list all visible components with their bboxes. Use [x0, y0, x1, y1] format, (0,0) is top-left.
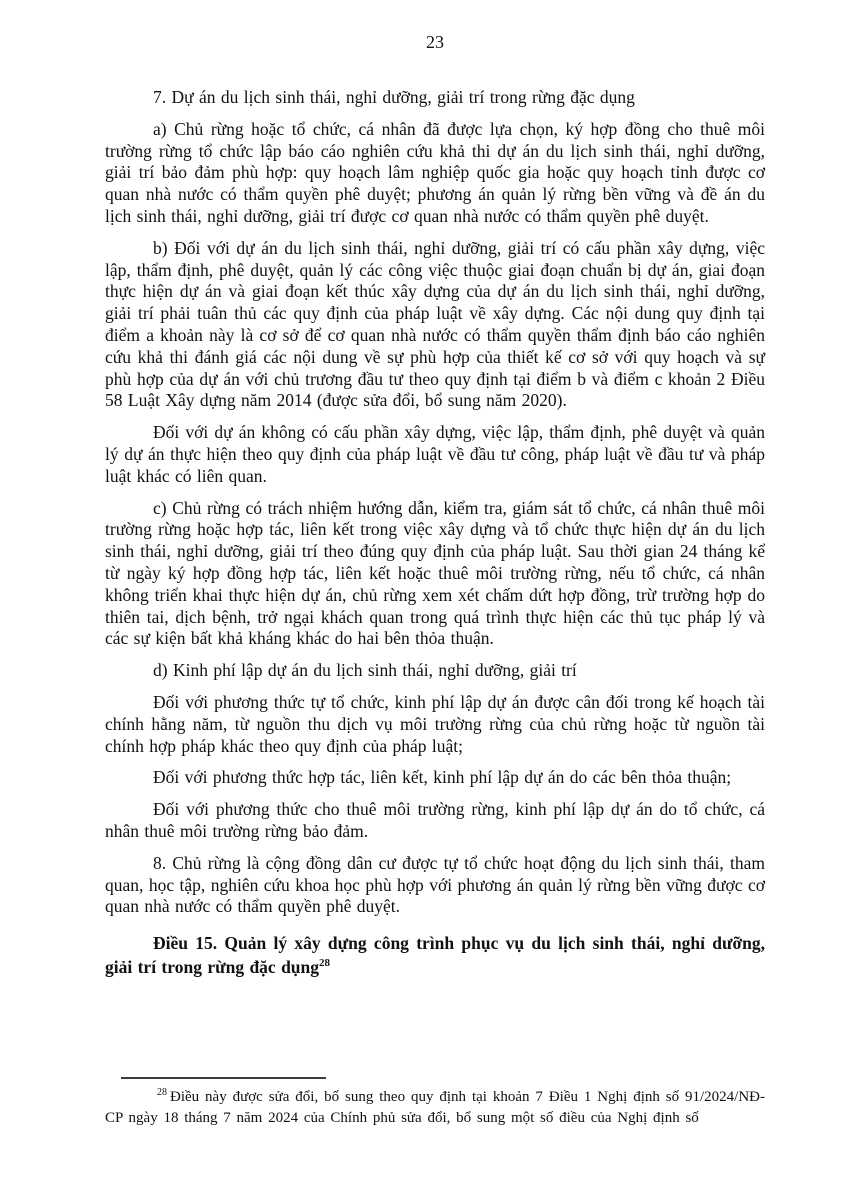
clause-7-heading: 7. Dự án du lịch sinh thái, nghỉ dưỡng, giải trí trong rừng đặc dụng — [153, 87, 635, 107]
point-a-paragraph: a) Chủ rừng hoặc tổ chức, cá nhân đã được lựa chọn, ký hợp đồng cho thuê môi trường rừng tổ chức lập báo cáo nghiên cứu khả thi dự án du lịch sinh thái, nghỉ dưỡng, giải trí bảo đảm phù hợp: quy hoạch lâm nghiệp quốc gia hoặc quy hoạch tỉnh được cơ quan nhà nước có thẩm quyền phê duyệt; phương án quản lý rừng bền vững và đề án du lịch sinh thái, nghỉ dưỡng, giải trí được cơ quan nhà nước có thẩm quyền phê duyệt. — [105, 118, 765, 226]
footnote-reference-mark: 28 — [319, 956, 331, 969]
funding-cooperation-paragraph: Đối với phương thức hợp tác, liên kết, kinh phí lập dự án do các bên thỏa thuận; — [153, 767, 732, 788]
point-c-paragraph: c) Chủ rừng có trách nhiệm hướng dẫn, kiểm tra, giám sát tổ chức, cá nhân thuê môi trường rừng hoặc hợp tác, liên kết trong việc xây dựng và tổ chức thực hiện dự án du lịch sinh thái, nghỉ dưỡng, giải trí theo đúng quy định của pháp luật. Sau thời gian 24 tháng kể từ ngày ký hợp đồng hợp tác, liên kết hoặc thuê môi trường rừng, nếu tổ chức, cá nhân không triển khai thực hiện dự án, chủ rừng xem xét chấm dứt hợp đồng, trừ trường hợp do thiên tai, dịch bệnh, trở ngại khách quan trong quá trình thực hiện các thủ tục pháp lý và các sự kiện bất khả kháng khác do hai bên thỏa thuận. — [105, 497, 765, 649]
footnote-area — [105, 1077, 765, 1128]
footnote — [105, 1087, 765, 1128]
article-15-heading — [105, 932, 765, 979]
funding-lease-paragraph: Đối với phương thức cho thuê môi trường rừng, kinh phí lập dự án do tổ chức, cá nhân thuê môi trường rừng bảo đảm. — [105, 799, 765, 841]
point-b-continuation-paragraph: Đối với dự án không có cấu phần xây dựng, việc lập, thẩm định, phê duyệt và quản lý dự án thực hiện theo quy định của pháp luật về đầu tư công, pháp luật về đầu tư và pháp luật khác có liên quan. — [105, 422, 765, 486]
footnote-separator-line — [121, 1077, 326, 1079]
point-d-heading: d) Kinh phí lập dự án du lịch sinh thái, nghỉ dưỡng, giải trí — [153, 660, 577, 681]
funding-self-organized-paragraph: Đối với phương thức tự tổ chức, kinh phí lập dự án được cân đối trong kế hoạch tài chính hằng năm, từ nguồn thu dịch vụ môi trường rừng của chủ rừng hoặc từ nguồn tài chính hợp pháp khác theo quy định của pháp luật; — [105, 691, 765, 756]
document-body — [105, 87, 765, 979]
page-number: 23 — [426, 32, 444, 52]
point-b-paragraph: b) Đối với dự án du lịch sinh thái, nghỉ dưỡng, giải trí có cấu phần xây dựng, việc lập, thẩm định, phê duyệt, quản lý các công việc thuộc giai đoạn chuẩn bị dự án, giai đoạn thực hiện dự án và giai đoạn kết thúc xây dựng của dự án du lịch sinh thái, nghỉ dưỡng, giải trí phải tuân thủ các quy định của pháp luật về xây dựng. Các nội dung quy định tại điểm a khoản này là cơ sở để cơ quan nhà nước có thẩm quyền thẩm định báo cáo nghiên cứu khả thi đánh giá các nội dung về sự phù hợp của thiết kế cơ sở với quy hoạch và sự phù hợp của dự án với chủ trương đầu tư theo quy định tại điểm b và điểm c khoản 2 Điều 58 Luật Xây dựng năm 2014 (được sửa đổi, bổ sung năm 2020). — [105, 237, 765, 411]
footnote-number: 28 — [157, 1087, 167, 1098]
footnote-body-text: Điều này được sửa đổi, bổ sung theo quy định tại khoản 7 Điều 1 Nghị định số 91/2024/NĐ-CP ngày 18 tháng 7 năm 2024 của Chính phủ sửa đổi, bổ sung một số điều của Nghị định số — [105, 1089, 765, 1126]
clause-8-paragraph: 8. Chủ rừng là cộng đồng dân cư được tự tổ chức hoạt động du lịch sinh thái, tham quan, học tập, nghiên cứu khoa học phù hợp với phương án quản lý rừng bền vững được cơ quan nhà nước có thẩm quyền phê duyệt. — [105, 852, 765, 917]
article-15-heading-text: Điều 15. Quản lý xây dựng công trình phục vụ du lịch sinh thái, nghỉ dưỡng, giải trí trong rừng đặc dụng — [105, 933, 765, 977]
